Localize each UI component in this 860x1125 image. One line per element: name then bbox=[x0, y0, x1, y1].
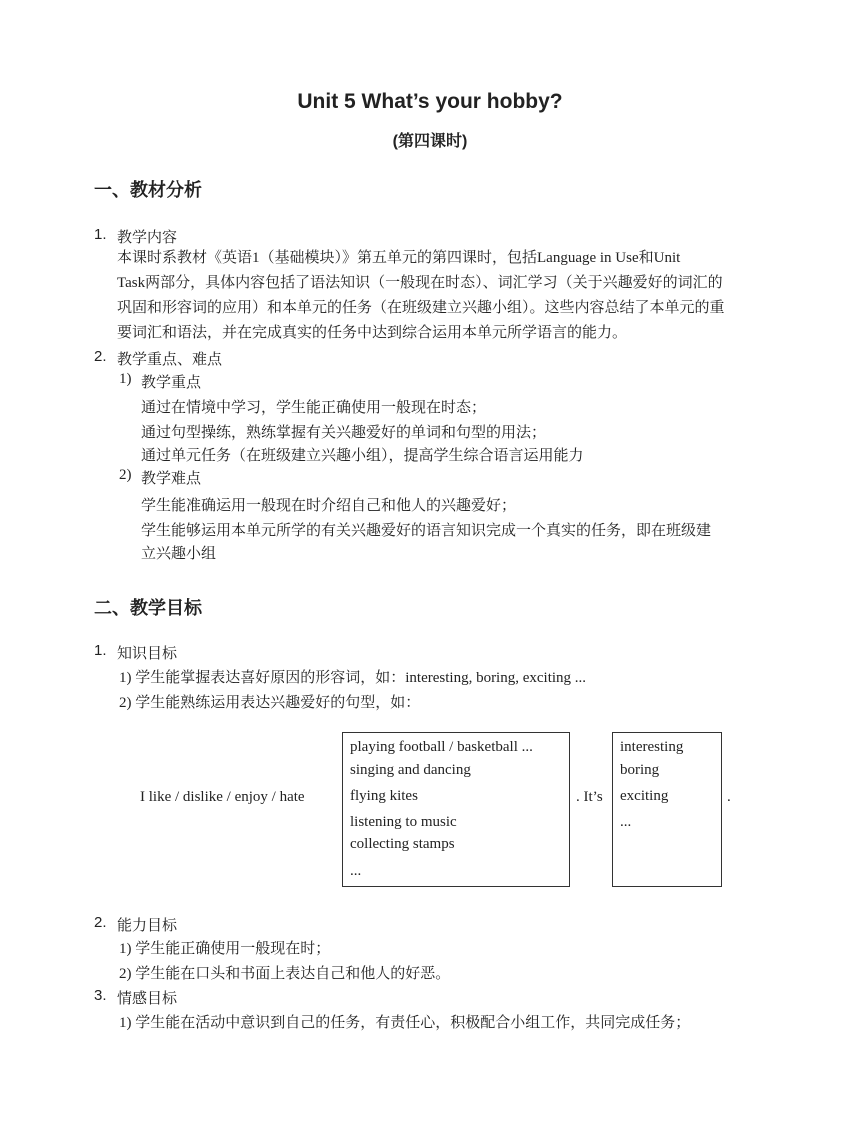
knowledge-point: 2) 学生能熟练运用表达兴趣爱好的句型，如： bbox=[119, 695, 421, 711]
affective-point: 1) 学生能在活动中意识到自己的任务，有责任心，积极配合小组工作，共同完成任务； bbox=[119, 1015, 691, 1031]
ability-point: 2) 学生能在口头和书面上表达自己和他人的好恶。 bbox=[119, 966, 451, 982]
item-number: 2. bbox=[94, 348, 107, 365]
activity-item: collecting stamps bbox=[350, 836, 455, 852]
item-number: 2. bbox=[94, 914, 107, 931]
paragraph-line: Task两部分，具体内容包括了语法知识（一般现在时态）、词汇学习（关于兴趣爱好的词汇的 bbox=[117, 275, 723, 291]
paragraph-line: 本课时系教材《英语1（基础模块）》第五单元的第四课时，包括Language in Use和Unit bbox=[117, 250, 681, 266]
difficulty-line: 立兴趣小组 bbox=[141, 546, 217, 562]
paragraph-line: 巩固和形容词的应用）和本单元的任务（在班级建立兴趣小组）。这些内容总结了本单元的重 bbox=[117, 300, 725, 316]
activity-item: ... bbox=[350, 863, 362, 879]
content-paragraph bbox=[117, 246, 771, 346]
ability-point: 1) 学生能正确使用一般现在时； bbox=[119, 941, 331, 957]
item-heading-knowledge: 知识目标 bbox=[117, 645, 178, 662]
focus-line: 通过单元任务（在班级建立兴趣小组），提高学生综合语言运用能力 bbox=[141, 448, 584, 464]
subitem-number: 2) bbox=[119, 467, 132, 483]
activity-item: playing football / basketball ... bbox=[350, 739, 533, 755]
pattern-end: . bbox=[727, 789, 731, 805]
item-number: 3. bbox=[94, 987, 107, 1004]
item-number: 1. bbox=[94, 642, 107, 659]
adjective-item: boring bbox=[620, 762, 660, 778]
item-heading-content: 教学内容 bbox=[117, 229, 178, 246]
pattern-lead: I like / dislike / enjoy / hate bbox=[140, 789, 305, 805]
difficulty-line: 学生能够运用本单元所学的有关兴趣爱好的语言知识完成一个真实的任务，即在班级建 bbox=[141, 523, 712, 539]
paragraph-line: 要词汇和语法，并在完成真实的任务中达到综合运用本单元所学语言的能力。 bbox=[117, 325, 628, 341]
activity-item: flying kites bbox=[350, 788, 418, 804]
section-heading-analysis: 一、教材分析 bbox=[94, 180, 202, 200]
item-heading-ability: 能力目标 bbox=[117, 917, 178, 934]
knowledge-point: 1) 学生能掌握表达喜好原因的形容词，如：interesting, boring, exciting ... bbox=[119, 670, 587, 686]
item-heading-affective: 情感目标 bbox=[117, 990, 178, 1007]
adjective-item: interesting bbox=[620, 739, 684, 755]
subitem-number: 1) bbox=[119, 371, 132, 387]
document-title: Unit 5 What’s your hobby? bbox=[297, 90, 563, 113]
adjective-item: exciting bbox=[620, 788, 669, 804]
focus-line: 通过句型操练，熟练掌握有关兴趣爱好的单词和句型的用法； bbox=[141, 425, 547, 441]
pattern-connector: . It’s bbox=[576, 789, 603, 805]
item-heading-keypoints: 教学重点、难点 bbox=[117, 351, 223, 368]
difficulty-line: 学生能准确运用一般现在时介绍自己和他人的兴趣爱好； bbox=[141, 498, 517, 514]
subitem-heading-focus: 教学重点 bbox=[141, 375, 202, 391]
activity-item: singing and dancing bbox=[350, 762, 471, 778]
focus-line: 通过在情境中学习，学生能正确使用一般现在时态； bbox=[141, 400, 487, 416]
section-heading-objectives: 二、教学目标 bbox=[94, 598, 202, 618]
subitem-heading-difficulty: 教学难点 bbox=[141, 471, 202, 487]
activity-item: listening to music bbox=[350, 814, 457, 830]
document-subtitle: (第四课时) bbox=[392, 133, 468, 150]
adjective-item: ... bbox=[620, 814, 632, 830]
item-number: 1. bbox=[94, 226, 107, 243]
